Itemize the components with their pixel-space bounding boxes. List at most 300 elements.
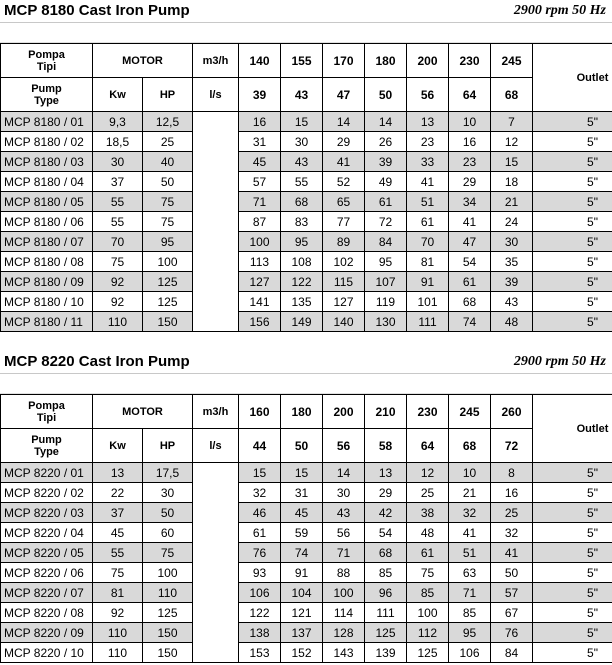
flow-ls-cell: 50 [281,429,323,463]
head-value-cell: 70 [407,232,449,252]
hp-cell: 100 [143,252,193,272]
pump-model-cell: MCP 8220 / 06 [1,563,93,583]
head-value-cell: 15 [491,152,533,172]
flow-ls-cell: 44 [239,429,281,463]
flow-ls-cell: 56 [323,429,365,463]
kw-cell: 22 [93,483,143,503]
flow-ls-cell: 43 [281,78,323,112]
head-value-cell: 46 [239,503,281,523]
flow-ls-cell: 64 [407,429,449,463]
head-value-cell: 106 [449,643,491,663]
blank-flow-cell [193,463,239,663]
head-value-cell: 31 [239,132,281,152]
head-value-cell: 41 [407,172,449,192]
head-value-cell: 139 [365,643,407,663]
table-row [1,563,612,583]
outlet-cell: 5" [533,603,612,623]
head-value-cell: 59 [281,523,323,543]
head-value-cell: 50 [491,563,533,583]
kw-cell: 110 [93,312,143,332]
blank-flow-cell [193,112,239,332]
head-value-cell: 23 [407,132,449,152]
head-value-cell: 45 [239,152,281,172]
pump-model-cell: MCP 8220 / 01 [1,463,93,483]
head-value-cell: 12 [407,463,449,483]
flow-m3h-cell: 210 [365,395,407,429]
head-value-cell: 10 [449,112,491,132]
kw-cell: 92 [93,292,143,312]
speed-label: 2900 rpm 50 Hz [513,354,606,369]
head-value-cell: 8 [491,463,533,483]
head-value-cell: 23 [449,152,491,172]
head-value-cell: 127 [239,272,281,292]
head-value-cell: 156 [239,312,281,332]
outlet-cell: 5" [533,463,612,483]
hp-cell: 75 [143,543,193,563]
table-row [1,292,612,312]
table-row [1,603,612,623]
pump-model-cell: MCP 8180 / 10 [1,292,93,312]
head-value-cell: 24 [491,212,533,232]
pump-model-cell: MCP 8180 / 09 [1,272,93,292]
head-value-cell: 89 [323,232,365,252]
header-ls: l/s [193,78,239,112]
pump-section-8220 [0,351,612,663]
header-m3h: m3/h [193,44,239,78]
header-outlet: Outlet [533,44,612,112]
head-value-cell: 85 [449,603,491,623]
head-value-cell: 65 [323,192,365,212]
head-value-cell: 114 [323,603,365,623]
head-value-cell: 34 [449,192,491,212]
head-value-cell: 112 [407,623,449,643]
flow-m3h-cell: 230 [407,395,449,429]
head-value-cell: 108 [281,252,323,272]
outlet-cell: 5" [533,623,612,643]
head-value-cell: 91 [407,272,449,292]
head-value-cell: 61 [407,543,449,563]
spacer-row [0,23,612,43]
head-value-cell: 41 [449,212,491,232]
pump-model-cell: MCP 8220 / 04 [1,523,93,543]
head-value-cell: 104 [281,583,323,603]
header-hp: HP [143,429,193,463]
head-value-cell: 16 [491,483,533,503]
head-value-cell: 153 [239,643,281,663]
head-value-cell: 61 [239,523,281,543]
table-row [1,112,612,132]
header-row [1,78,612,112]
pump-model-cell: MCP 8220 / 09 [1,623,93,643]
outlet-cell: 5" [533,212,612,232]
flow-m3h-cell: 180 [365,44,407,78]
head-value-cell: 84 [491,643,533,663]
head-value-cell: 85 [365,563,407,583]
head-value-cell: 13 [365,463,407,483]
hp-cell: 30 [143,483,193,503]
outlet-cell: 5" [533,152,612,172]
outlet-cell: 5" [533,192,612,212]
head-value-cell: 48 [491,312,533,332]
outlet-cell: 5" [533,112,612,132]
pump-model-cell: MCP 8180 / 04 [1,172,93,192]
head-value-cell: 85 [407,583,449,603]
table-row [1,152,612,172]
hp-cell: 75 [143,212,193,232]
pump-model-cell: MCP 8220 / 07 [1,583,93,603]
head-value-cell: 119 [365,292,407,312]
hp-cell: 12,5 [143,112,193,132]
pump-model-cell: MCP 8220 / 08 [1,603,93,623]
hp-cell: 50 [143,172,193,192]
hp-cell: 17,5 [143,463,193,483]
performance-table [0,43,612,332]
outlet-cell: 5" [533,523,612,543]
head-value-cell: 127 [323,292,365,312]
kw-cell: 75 [93,563,143,583]
head-value-cell: 45 [281,503,323,523]
head-value-cell: 125 [407,643,449,663]
head-value-cell: 18 [491,172,533,192]
kw-cell: 55 [93,543,143,563]
head-value-cell: 21 [449,483,491,503]
head-value-cell: 61 [407,212,449,232]
kw-cell: 37 [93,503,143,523]
table-row [1,503,612,523]
outlet-cell: 5" [533,292,612,312]
header-text: Pump [31,82,62,95]
head-value-cell: 30 [323,483,365,503]
section-title-bar [0,351,612,374]
kw-cell: 92 [93,272,143,292]
header-row [1,395,612,429]
head-value-cell: 14 [323,112,365,132]
head-value-cell: 29 [365,483,407,503]
outlet-cell: 5" [533,583,612,603]
hp-cell: 60 [143,523,193,543]
head-value-cell: 75 [407,563,449,583]
header-text: Tipi [36,411,57,424]
flow-m3h-cell: 200 [323,395,365,429]
head-value-cell: 107 [365,272,407,292]
pump-model-cell: MCP 8180 / 05 [1,192,93,212]
head-value-cell: 41 [323,152,365,172]
head-value-cell: 76 [239,543,281,563]
head-value-cell: 13 [407,112,449,132]
outlet-cell: 5" [533,643,612,663]
head-value-cell: 15 [281,463,323,483]
table-row [1,623,612,643]
head-value-cell: 138 [239,623,281,643]
flow-ls-cell: 50 [365,78,407,112]
head-value-cell: 55 [281,172,323,192]
hp-cell: 75 [143,192,193,212]
pump-model-cell: MCP 8180 / 11 [1,312,93,332]
head-value-cell: 71 [239,192,281,212]
flow-m3h-cell: 160 [239,395,281,429]
head-value-cell: 106 [239,583,281,603]
head-value-cell: 68 [449,292,491,312]
head-value-cell: 29 [449,172,491,192]
flow-m3h-cell: 260 [491,395,533,429]
flow-m3h-cell: 140 [239,44,281,78]
table-row [1,583,612,603]
flow-ls-cell: 39 [239,78,281,112]
header-text: Pompa [28,399,65,412]
head-value-cell: 16 [449,132,491,152]
head-value-cell: 32 [491,523,533,543]
head-value-cell: 15 [239,463,281,483]
head-value-cell: 10 [449,463,491,483]
head-value-cell: 54 [449,252,491,272]
header-text: Pump [31,433,62,446]
head-value-cell: 68 [365,543,407,563]
head-value-cell: 77 [323,212,365,232]
head-value-cell: 100 [323,583,365,603]
head-value-cell: 72 [365,212,407,232]
head-value-cell: 130 [365,312,407,332]
flow-ls-cell: 56 [407,78,449,112]
head-value-cell: 33 [407,152,449,172]
hp-cell: 125 [143,272,193,292]
head-value-cell: 15 [281,112,323,132]
header-row [1,429,612,463]
kw-cell: 110 [93,643,143,663]
table-row [1,643,612,663]
kw-cell: 9,3 [93,112,143,132]
pump-model-cell: MCP 8180 / 06 [1,212,93,232]
head-value-cell: 30 [281,132,323,152]
outlet-cell: 5" [533,503,612,523]
head-value-cell: 87 [239,212,281,232]
outlet-cell: 5" [533,543,612,563]
head-value-cell: 35 [491,252,533,272]
table-row [1,212,612,232]
outlet-cell: 5" [533,272,612,292]
header-pump-type [1,78,93,112]
flow-m3h-cell: 155 [281,44,323,78]
head-value-cell: 7 [491,112,533,132]
outlet-cell: 5" [533,563,612,583]
kw-cell: 92 [93,603,143,623]
head-value-cell: 115 [323,272,365,292]
head-value-cell: 25 [491,503,533,523]
kw-cell: 75 [93,252,143,272]
kw-cell: 45 [93,523,143,543]
kw-cell: 55 [93,212,143,232]
flow-m3h-cell: 180 [281,395,323,429]
pump-model-cell: MCP 8180 / 03 [1,152,93,172]
header-pump-type [1,429,93,463]
head-value-cell: 57 [491,583,533,603]
head-value-cell: 32 [449,503,491,523]
table-row [1,172,612,192]
head-value-cell: 26 [365,132,407,152]
head-value-cell: 52 [323,172,365,192]
section-title: MCP 8180 Cast Iron Pump [4,2,190,19]
outlet-cell: 5" [533,483,612,503]
head-value-cell: 43 [281,152,323,172]
head-value-cell: 143 [323,643,365,663]
flow-m3h-cell: 170 [323,44,365,78]
header-row [1,44,612,78]
head-value-cell: 31 [281,483,323,503]
head-value-cell: 125 [365,623,407,643]
table-row [1,252,612,272]
header-motor: MOTOR [93,44,193,78]
pump-model-cell: MCP 8180 / 01 [1,112,93,132]
outlet-cell: 5" [533,132,612,152]
head-value-cell: 71 [323,543,365,563]
flow-m3h-cell: 200 [407,44,449,78]
kw-cell: 30 [93,152,143,172]
kw-cell: 70 [93,232,143,252]
head-value-cell: 71 [449,583,491,603]
hp-cell: 40 [143,152,193,172]
header-text: Pompa [28,48,65,61]
flow-ls-cell: 72 [491,429,533,463]
head-value-cell: 56 [323,523,365,543]
head-value-cell: 152 [281,643,323,663]
pump-model-cell: MCP 8180 / 07 [1,232,93,252]
performance-table [0,394,612,663]
head-value-cell: 29 [323,132,365,152]
kw-cell: 13 [93,463,143,483]
head-value-cell: 76 [491,623,533,643]
hp-cell: 50 [143,503,193,523]
head-value-cell: 68 [281,192,323,212]
head-value-cell: 41 [449,523,491,543]
header-m3h: m3/h [193,395,239,429]
head-value-cell: 111 [365,603,407,623]
head-value-cell: 32 [239,483,281,503]
head-value-cell: 121 [281,603,323,623]
head-value-cell: 83 [281,212,323,232]
kw-cell: 81 [93,583,143,603]
outlet-cell: 5" [533,252,612,272]
head-value-cell: 41 [491,543,533,563]
head-value-cell: 39 [491,272,533,292]
head-value-cell: 74 [281,543,323,563]
head-value-cell: 14 [365,112,407,132]
header-hp: HP [143,78,193,112]
head-value-cell: 61 [449,272,491,292]
head-value-cell: 122 [239,603,281,623]
spacer-row [0,374,612,394]
pump-model-cell: MCP 8220 / 10 [1,643,93,663]
header-motor: MOTOR [93,395,193,429]
head-value-cell: 63 [449,563,491,583]
head-value-cell: 25 [407,483,449,503]
head-value-cell: 135 [281,292,323,312]
head-value-cell: 16 [239,112,281,132]
head-value-cell: 149 [281,312,323,332]
head-value-cell: 91 [281,563,323,583]
kw-cell: 37 [93,172,143,192]
header-pompa-tipi [1,44,93,78]
hp-cell: 125 [143,603,193,623]
pump-model-cell: MCP 8220 / 02 [1,483,93,503]
head-value-cell: 128 [323,623,365,643]
head-value-cell: 21 [491,192,533,212]
flow-ls-cell: 64 [449,78,491,112]
header-text: Type [34,445,59,458]
table-row [1,483,612,503]
head-value-cell: 111 [407,312,449,332]
header-ls: l/s [193,429,239,463]
head-value-cell: 43 [323,503,365,523]
header-kw: Kw [93,78,143,112]
section-title: MCP 8220 Cast Iron Pump [4,353,190,370]
head-value-cell: 57 [239,172,281,192]
hp-cell: 100 [143,563,193,583]
hp-cell: 150 [143,643,193,663]
outlet-cell: 5" [533,312,612,332]
head-value-cell: 113 [239,252,281,272]
head-value-cell: 88 [323,563,365,583]
hp-cell: 150 [143,623,193,643]
head-value-cell: 14 [323,463,365,483]
hp-cell: 95 [143,232,193,252]
head-value-cell: 137 [281,623,323,643]
table-row [1,312,612,332]
head-value-cell: 39 [365,152,407,172]
hp-cell: 110 [143,583,193,603]
head-value-cell: 95 [365,252,407,272]
pump-model-cell: MCP 8180 / 02 [1,132,93,152]
hp-cell: 25 [143,132,193,152]
header-pompa-tipi [1,395,93,429]
head-value-cell: 95 [281,232,323,252]
head-value-cell: 141 [239,292,281,312]
head-value-cell: 102 [323,252,365,272]
table-row [1,523,612,543]
head-value-cell: 48 [407,523,449,543]
pump-model-cell: MCP 8220 / 03 [1,503,93,523]
head-value-cell: 74 [449,312,491,332]
head-value-cell: 61 [365,192,407,212]
kw-cell: 18,5 [93,132,143,152]
head-value-cell: 67 [491,603,533,623]
pump-model-cell: MCP 8180 / 08 [1,252,93,272]
hp-cell: 150 [143,312,193,332]
head-value-cell: 49 [365,172,407,192]
head-value-cell: 51 [449,543,491,563]
header-text: Type [34,94,59,107]
kw-cell: 55 [93,192,143,212]
flow-ls-cell: 47 [323,78,365,112]
head-value-cell: 42 [365,503,407,523]
head-value-cell: 43 [491,292,533,312]
head-value-cell: 96 [365,583,407,603]
pump-model-cell: MCP 8220 / 05 [1,543,93,563]
head-value-cell: 30 [491,232,533,252]
header-outlet: Outlet [533,395,612,463]
flow-m3h-cell: 245 [449,395,491,429]
head-value-cell: 140 [323,312,365,332]
head-value-cell: 54 [365,523,407,543]
head-value-cell: 81 [407,252,449,272]
outlet-cell: 5" [533,172,612,192]
head-value-cell: 51 [407,192,449,212]
head-value-cell: 95 [449,623,491,643]
table-row [1,232,612,252]
section-title-bar [0,0,612,23]
table-row [1,132,612,152]
header-kw: Kw [93,429,143,463]
head-value-cell: 100 [407,603,449,623]
flow-m3h-cell: 245 [491,44,533,78]
